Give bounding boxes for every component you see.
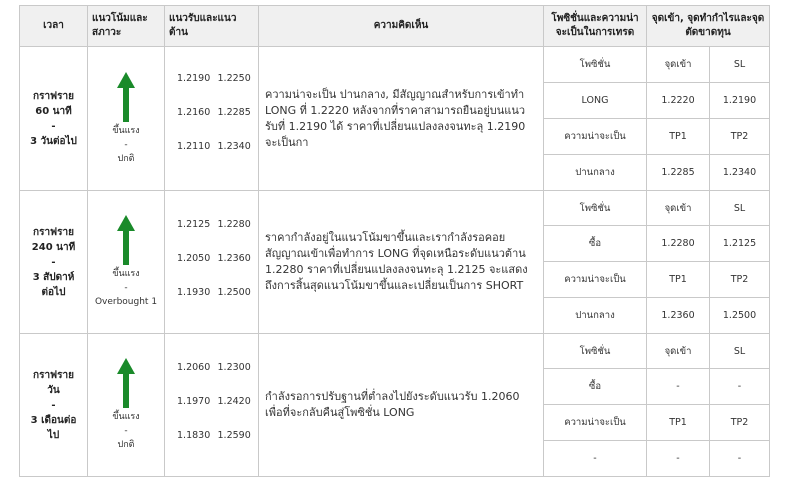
header-trend: แนวโน้มและสภาวะ	[88, 6, 165, 47]
support-value: 1.2110	[177, 141, 211, 152]
entry-label: จุดเข้า	[647, 47, 710, 83]
position-value: ซื้อ	[544, 226, 647, 262]
timeframe-line: 240 นาที	[31, 241, 76, 253]
timeframe-line: -	[51, 120, 56, 132]
tp1-label: TP1	[647, 119, 710, 155]
tp2-value: -	[710, 441, 770, 477]
entry-value: 1.2280	[647, 226, 710, 262]
comment-cell: ราคากำลังอยู่ในแนวโน้มขาขึ้นและเรากำลังรอคอยสัญญาณเข้าเพื่อทำการ LONG ที่จุดเหนือระดับแนวต้าน 1.2280 ราคาที่เปลี่ยนแปลงลงจนทะลุ 1.2125 จะแสดงถึงการสิ้นสุดแนวโน้มขาขึ้นและเปลี่ยนเป็นการ SHORT	[259, 191, 544, 334]
probability-value: -	[544, 441, 647, 477]
support-value: 1.1830	[177, 430, 211, 441]
timeframe-cell	[20, 47, 88, 191]
sl-value: 1.2190	[710, 83, 770, 119]
sl-label: SL	[710, 334, 770, 369]
entry-label: จุดเข้า	[647, 334, 710, 369]
table-row	[20, 191, 770, 226]
entry-label: จุดเข้า	[647, 191, 710, 226]
resistance-value: 1.2420	[217, 396, 251, 407]
condition-label: ปกติ	[117, 153, 135, 164]
support-value: 1.2160	[177, 107, 211, 118]
trend-separator: -	[124, 283, 128, 293]
sl-label: SL	[710, 191, 770, 226]
position-label: โพซิชั่น	[544, 47, 647, 83]
resistance-value: 1.2590	[217, 430, 251, 441]
analysis-table	[19, 5, 770, 477]
timeframe-line: 3 เดือนต่อ	[30, 414, 77, 426]
level-pair	[165, 72, 258, 106]
sl-label: SL	[710, 47, 770, 83]
level-pair	[165, 361, 258, 395]
resistance-value: 1.2250	[217, 73, 251, 84]
resistance-value: 1.2360	[217, 253, 251, 264]
levels-cell	[165, 334, 259, 477]
timeframe-line: 3 สัปดาห์	[32, 271, 75, 283]
levels-cell	[165, 47, 259, 191]
trend-cell	[88, 47, 165, 191]
tp1-value: 1.2360	[647, 298, 710, 334]
tp2-label: TP2	[710, 119, 770, 155]
level-pair	[165, 286, 258, 320]
entry-value: -	[647, 369, 710, 405]
trend-label: ขึ้นแรง	[112, 125, 140, 136]
up-arrow-icon	[116, 72, 136, 122]
header-comment: ความคิดเห็น	[259, 6, 544, 47]
resistance-value: 1.2280	[217, 219, 251, 230]
trend-label: ขึ้นแรง	[112, 269, 140, 279]
timeframe-line: -	[51, 256, 56, 268]
header-support-resistance: แนวรับและแนวต้าน	[165, 6, 259, 47]
levels-cell	[165, 191, 259, 334]
header-targets: จุดเข้า, จุดทำกำไรและจุดตัดขาดทุน	[647, 6, 770, 47]
tp2-label: TP2	[710, 262, 770, 298]
support-value: 1.2125	[177, 219, 211, 230]
support-value: 1.2060	[177, 362, 211, 373]
entry-value: 1.2220	[647, 83, 710, 119]
tp2-value: 1.2340	[710, 155, 770, 191]
trend-label: ขึ้นแรง	[112, 412, 140, 422]
header-time: เวลา	[20, 6, 88, 47]
probability-value: ปานกลาง	[544, 298, 647, 334]
table-row	[20, 334, 770, 369]
support-value: 1.2050	[177, 253, 211, 264]
support-value: 1.2190	[177, 73, 211, 84]
timeframe-line: วัน	[47, 384, 60, 396]
resistance-value: 1.2285	[217, 107, 251, 118]
timeframe-cell	[20, 334, 88, 477]
timeframe-line: กราฟราย	[33, 369, 74, 381]
level-pair	[165, 218, 258, 252]
position-label: โพซิชั่น	[544, 334, 647, 369]
level-pair	[165, 106, 258, 140]
tp2-value: 1.2500	[710, 298, 770, 334]
header-row	[20, 6, 770, 47]
condition-label: Overbought 1	[94, 297, 158, 307]
probability-label: ความน่าจะเป็น	[544, 405, 647, 441]
timeframe-line: กราฟราย	[33, 90, 74, 102]
sl-value: -	[710, 369, 770, 405]
probability-label: ความน่าจะเป็น	[544, 262, 647, 298]
up-arrow-icon	[116, 358, 136, 408]
timeframe-line: 60 นาที	[35, 105, 72, 117]
timeframe-line: ต่อไป	[41, 286, 66, 298]
trend-separator: -	[124, 139, 128, 150]
tp1-label: TP1	[647, 262, 710, 298]
header-position: โพซิชั่นและความน่าจะเป็นในการเทรด	[544, 6, 647, 47]
sl-value: 1.2125	[710, 226, 770, 262]
timeframe-line: กราฟราย	[33, 226, 74, 238]
table-row	[20, 47, 770, 83]
resistance-value: 1.2300	[217, 362, 251, 373]
trend-separator: -	[124, 426, 128, 436]
level-pair	[165, 429, 258, 463]
level-pair	[165, 140, 258, 174]
tp1-value: 1.2285	[647, 155, 710, 191]
tp2-label: TP2	[710, 405, 770, 441]
tp1-label: TP1	[647, 405, 710, 441]
level-pair	[165, 395, 258, 429]
trend-cell	[88, 191, 165, 334]
timeframe-cell	[20, 191, 88, 334]
comment-cell: กำลังรอการปรับฐานที่ต่ำลงไปยังระดับแนวรับ 1.2060 เพื่อที่จะกลับคืนสู่โพซิชั่น LONG	[259, 334, 544, 477]
resistance-value: 1.2340	[217, 141, 251, 152]
support-value: 1.1930	[177, 287, 211, 298]
support-value: 1.1970	[177, 396, 211, 407]
probability-value: ปานกลาง	[544, 155, 647, 191]
timeframe-line: -	[51, 399, 56, 411]
timeframe-line: 3 วันต่อไป	[30, 135, 77, 147]
tp1-value: -	[647, 441, 710, 477]
comment-cell: ความน่าจะเป็น ปานกลาง, มีสัญญาณสำหรับการเข้าทำ LONG ที่ 1.2220 หลังจากที่ราคาสามารถยืนอยู่บนแนวรับที่ 1.2190 ได้ ราคาที่เปลี่ยนแปลงลงจนทะลุ 1.2190 จะเป็นกา	[259, 47, 544, 191]
position-label: โพซิชั่น	[544, 191, 647, 226]
trend-cell	[88, 334, 165, 477]
timeframe-line: ไป	[47, 429, 60, 441]
level-pair	[165, 252, 258, 286]
position-value: ซื้อ	[544, 369, 647, 405]
position-value: LONG	[544, 83, 647, 119]
condition-label: ปกติ	[117, 440, 135, 450]
probability-label: ความน่าจะเป็น	[544, 119, 647, 155]
up-arrow-icon	[116, 215, 136, 265]
resistance-value: 1.2500	[217, 287, 251, 298]
